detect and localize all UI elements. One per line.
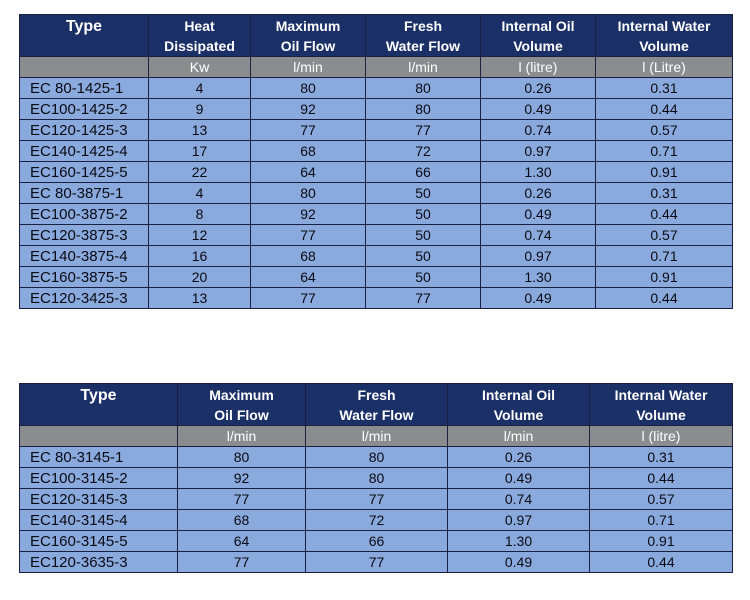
value-cell: 17	[149, 141, 251, 162]
value-cell: 0.57	[596, 120, 733, 141]
table-row	[20, 120, 733, 141]
model-type-cell: EC100-3875-2	[20, 204, 149, 225]
table-row	[20, 183, 733, 204]
value-cell: 0.57	[590, 489, 733, 510]
model-type-cell: EC120-3145-3	[20, 489, 178, 510]
model-type-cell: EC120-3875-3	[20, 225, 149, 246]
column-header	[306, 384, 448, 426]
table-body	[20, 78, 733, 309]
model-type-cell: EC 80-3145-1	[20, 447, 178, 468]
column-header-line: Fresh	[403, 17, 443, 34]
unit-cell: Kw	[149, 57, 251, 78]
table-row	[20, 162, 733, 183]
value-cell: 4	[149, 78, 251, 99]
table-row	[20, 99, 733, 120]
value-cell: 12	[149, 225, 251, 246]
column-header	[366, 15, 481, 57]
model-type-cell: EC 80-3875-1	[20, 183, 149, 204]
column-header	[20, 15, 149, 57]
value-cell: 77	[366, 120, 481, 141]
value-cell: 80	[306, 468, 448, 489]
value-cell: 13	[149, 120, 251, 141]
value-cell: 20	[149, 267, 251, 288]
table-row	[20, 246, 733, 267]
header-row	[20, 384, 733, 426]
value-cell: 77	[251, 288, 366, 309]
column-header-line: Volume	[639, 37, 689, 54]
table-row	[20, 468, 733, 489]
value-cell: 92	[251, 204, 366, 225]
value-cell: 80	[251, 78, 366, 99]
model-type-cell: EC 80-1425-1	[20, 78, 149, 99]
column-header	[596, 15, 733, 57]
column-header-line: Internal Water	[614, 386, 708, 403]
value-cell: 77	[251, 120, 366, 141]
value-cell: 0.71	[590, 510, 733, 531]
value-cell: 50	[366, 267, 481, 288]
value-cell: 0.97	[481, 246, 596, 267]
model-type-cell: EC120-3425-3	[20, 288, 149, 309]
table-row	[20, 267, 733, 288]
value-cell: 0.74	[481, 225, 596, 246]
unit-row	[20, 57, 733, 78]
table-row	[20, 531, 733, 552]
column-header-line: Maximum	[275, 17, 341, 34]
value-cell: 0.91	[596, 267, 733, 288]
table-row	[20, 510, 733, 531]
column-header	[590, 384, 733, 426]
column-header-line: Internal Water	[617, 17, 711, 34]
value-cell: 68	[251, 246, 366, 267]
value-cell: 0.49	[448, 552, 590, 573]
value-cell: 77	[178, 489, 306, 510]
value-cell: 50	[366, 225, 481, 246]
cooler-spec-table-1	[19, 14, 733, 309]
unit-cell: l (Litre)	[596, 57, 733, 78]
value-cell: 0.44	[590, 468, 733, 489]
value-cell: 1.30	[448, 531, 590, 552]
table-row	[20, 204, 733, 225]
value-cell: 80	[366, 78, 481, 99]
unit-cell: l (litre)	[590, 426, 733, 447]
value-cell: 1.30	[481, 267, 596, 288]
value-cell: 64	[178, 531, 306, 552]
value-cell: 50	[366, 183, 481, 204]
value-cell: 66	[366, 162, 481, 183]
table-row	[20, 225, 733, 246]
value-cell: 0.71	[596, 246, 733, 267]
table-row	[20, 447, 733, 468]
value-cell: 50	[366, 246, 481, 267]
value-cell: 0.44	[590, 552, 733, 573]
value-cell: 0.91	[590, 531, 733, 552]
value-cell: 0.74	[481, 120, 596, 141]
header-row	[20, 15, 733, 57]
column-header	[448, 384, 590, 426]
value-cell: 0.26	[448, 447, 590, 468]
value-cell: 0.31	[596, 183, 733, 204]
value-cell: 77	[251, 225, 366, 246]
column-header-line: Water Flow	[385, 37, 461, 54]
unit-cell: l/min	[251, 57, 366, 78]
column-header-line: Type	[65, 18, 103, 35]
value-cell: 77	[306, 552, 448, 573]
column-header-line: Water Flow	[339, 406, 414, 423]
value-cell: 0.31	[596, 78, 733, 99]
value-cell: 64	[251, 162, 366, 183]
model-type-cell: EC100-1425-2	[20, 99, 149, 120]
value-cell: 80	[251, 183, 366, 204]
model-type-cell: EC160-3875-5	[20, 267, 149, 288]
value-cell: 4	[149, 183, 251, 204]
column-header	[20, 384, 178, 426]
table-row	[20, 141, 733, 162]
column-header-line: Volume	[636, 406, 686, 423]
model-type-cell: EC140-3875-4	[20, 246, 149, 267]
value-cell: 0.49	[481, 99, 596, 120]
value-cell: 0.31	[590, 447, 733, 468]
value-cell: 0.49	[481, 204, 596, 225]
unit-cell	[20, 57, 149, 78]
value-cell: 0.74	[448, 489, 590, 510]
column-header	[149, 15, 251, 57]
value-cell: 16	[149, 246, 251, 267]
column-header-line: Internal Oil	[481, 386, 556, 403]
value-cell: 0.26	[481, 183, 596, 204]
column-header-line: Dissipated	[164, 37, 235, 54]
value-cell: 0.97	[481, 141, 596, 162]
column-header-line: Fresh	[357, 386, 396, 403]
column-header-line: Volume	[513, 37, 563, 54]
value-cell: 13	[149, 288, 251, 309]
table-row	[20, 489, 733, 510]
value-cell: 77	[306, 489, 448, 510]
value-cell: 72	[366, 141, 481, 162]
value-cell: 9	[149, 99, 251, 120]
column-header	[251, 15, 366, 57]
column-header-line: Volume	[493, 406, 544, 423]
column-header-line: Oil Flow	[214, 406, 269, 423]
value-cell: 64	[251, 267, 366, 288]
value-cell: 68	[178, 510, 306, 531]
unit-cell: l/min	[448, 426, 590, 447]
unit-cell: l (litre)	[481, 57, 596, 78]
value-cell: 66	[306, 531, 448, 552]
unit-cell: l/min	[366, 57, 481, 78]
model-type-cell: EC160-3145-5	[20, 531, 178, 552]
unit-cell: l/min	[306, 426, 448, 447]
value-cell: 50	[366, 204, 481, 225]
value-cell: 0.97	[448, 510, 590, 531]
value-cell: 0.71	[596, 141, 733, 162]
unit-cell	[20, 426, 178, 447]
value-cell: 0.44	[596, 204, 733, 225]
table-row	[20, 288, 733, 309]
table-row	[20, 552, 733, 573]
value-cell: 77	[178, 552, 306, 573]
table-row	[20, 78, 733, 99]
value-cell: 92	[178, 468, 306, 489]
value-cell: 0.44	[596, 288, 733, 309]
unit-cell: l/min	[178, 426, 306, 447]
model-type-cell: EC120-3635-3	[20, 552, 178, 573]
column-header-line: Internal Oil	[501, 17, 575, 34]
model-type-cell: EC120-1425-3	[20, 120, 149, 141]
column-header-line: Maximum	[209, 386, 274, 403]
value-cell: 0.26	[481, 78, 596, 99]
column-header-line: Type	[80, 387, 117, 404]
value-cell: 77	[366, 288, 481, 309]
column-header	[178, 384, 306, 426]
column-header-line: Oil Flow	[280, 37, 336, 54]
value-cell: 68	[251, 141, 366, 162]
cooler-spec-table-2	[19, 383, 733, 573]
value-cell: 80	[306, 447, 448, 468]
value-cell: 72	[306, 510, 448, 531]
model-type-cell: EC160-1425-5	[20, 162, 149, 183]
value-cell: 0.49	[448, 468, 590, 489]
model-type-cell: EC140-3145-4	[20, 510, 178, 531]
value-cell: 0.91	[596, 162, 733, 183]
value-cell: 80	[366, 99, 481, 120]
table-body	[20, 447, 733, 573]
column-header	[481, 15, 596, 57]
model-type-cell: EC100-3145-2	[20, 468, 178, 489]
model-type-cell: EC140-1425-4	[20, 141, 149, 162]
unit-row	[20, 426, 733, 447]
value-cell: 22	[149, 162, 251, 183]
value-cell: 0.44	[596, 99, 733, 120]
value-cell: 0.49	[481, 288, 596, 309]
value-cell: 1.30	[481, 162, 596, 183]
value-cell: 92	[251, 99, 366, 120]
value-cell: 8	[149, 204, 251, 225]
value-cell: 80	[178, 447, 306, 468]
column-header-line: Heat	[184, 17, 215, 34]
value-cell: 0.57	[596, 225, 733, 246]
